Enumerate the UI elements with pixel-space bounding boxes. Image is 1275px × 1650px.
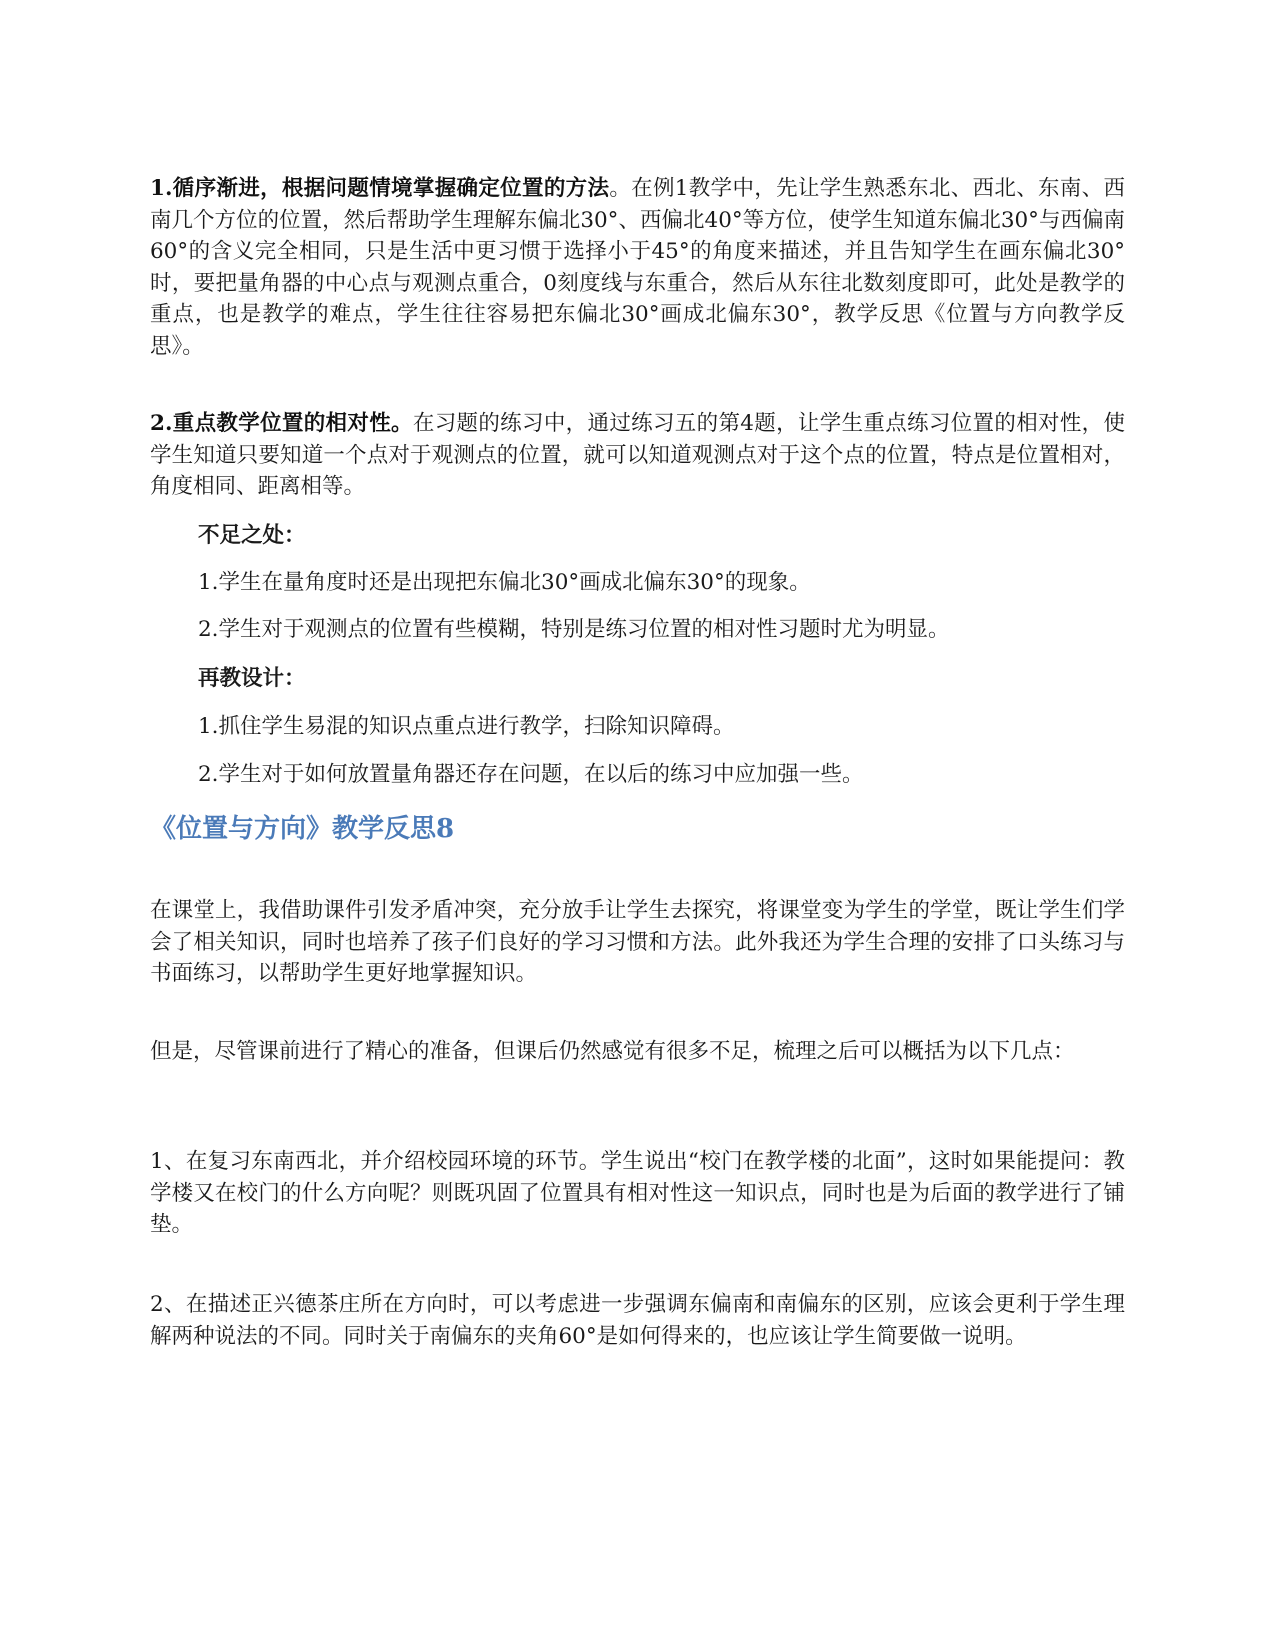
paragraph-point-2: 2、在描述正兴德茶庄所在方向时，可以考虑进一步强调东偏南和南偏东的区别，应该会更利于学生理解两种说法的不同。同时关于南偏东的夹角60°是如何得来的，也应该让学生简要做一说明。 [150,1292,1125,1349]
section-heading: 《位置与方向》教学反思8 [150,814,455,844]
paragraph-relativity [150,408,1125,503]
subheading-shortcomings: 不足之处： [198,523,306,548]
paragraph-shortcomings-intro: 但是，尽管课前进行了精心的准备，但课后仍然感觉有很多不足，梳理之后可以概括为以下几点： [150,1039,1075,1064]
list-item: 1.抓住学生易混的知识点重点进行教学，扫除知识障碍。 [198,714,735,739]
paragraph-body: 在习题的练习中，通过练习五的第4题，让学生重点练习位置的相对性，使学生知道只要知道一个点对于观测点的位置，就可以知道观测点对于这个点的位置，特点是位置相对，角度相同、距离相等。 [150,411,1126,499]
paragraph-body: 。在例1教学中，先让学生熟悉东北、西北、东南、西南几个方位的位置，然后帮助学生理解东偏北30°、西偏北40°等方位，使学生知道东偏北30°与西偏南60°的含义完全相同，只是生活中更习惯于选择小于45°的角度来描述，并且告知学生在画东偏北30°时，要把量角器的中心点与观测点重合，0刻度线与东重合，然后从东往北数刻度即可，此处是教学的重点，也是教学的难点，学生往往容易把东偏北30°画成北偏东30°，教学反思《位置与方向教学反思》。 [150,176,1126,359]
paragraph-point-1: 1、在复习东南西北，并介绍校园环境的环节。学生说出“校门在教学楼的北面”，这时如果能提问：教学楼又在校门的什么方向呢？则既巩固了位置具有相对性这一知识点，同时也是为后面的教学进行了铺垫。 [150,1149,1125,1237]
list-item: 1.学生在量角度时还是出现把东偏北30°画成北偏东30°的现象。 [198,570,811,595]
paragraph-classroom: 在课堂上，我借助课件引发矛盾冲突，充分放手让学生去探究，将课堂变为学生的学堂，既让学生们学会了相关知识，同时也培养了孩子们良好的学习习惯和方法。此外我还为学生合理的安排了口头练习与书面练习，以帮助学生更好地掌握知识。 [150,898,1125,986]
subheading-redesign: 再教设计： [198,666,306,691]
paragraph-lead: 1.循序渐进，根据问题情境掌握确定位置的方法 [150,176,610,201]
paragraph-lead: 2.重点教学位置的相对性。 [150,411,413,436]
paragraph-progressive-method [150,173,1125,362]
list-item: 2.学生对于如何放置量角器还存在问题，在以后的练习中应加强一些。 [198,762,864,787]
list-item: 2.学生对于观测点的位置有些模糊，特别是练习位置的相对性习题时尤为明显。 [198,617,950,642]
